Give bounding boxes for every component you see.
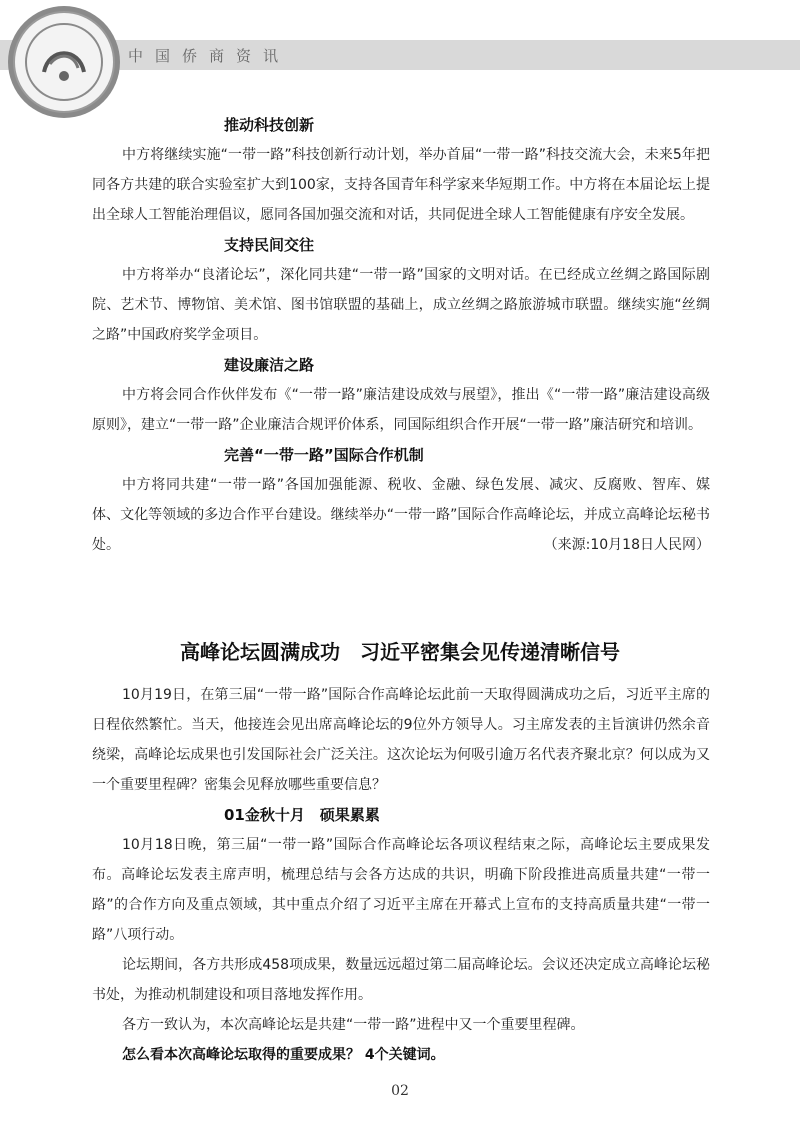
header-title: 中国侨商资讯 xyxy=(128,47,291,65)
article-body xyxy=(92,680,710,1070)
section-paragraph: 中方将继续实施“一带一路”科技创新行动计划，举办首届“一带一路”科技交流大会，未来5年把同各方共建的联合实验室扩大到100家，支持各国青年科学家来华短期工作。中方将在本届论坛上提出全球人工智能治理倡议，愿同各国加强交流和对话，共同促进全球人工智能健康有序安全发展。 xyxy=(92,147,710,223)
section-paragraph: 中方将同共建“一带一路”各国加强能源、税收、金融、绿色发展、减灾、反腐败、智库、媒体、文化等领域的多边合作平台建设。继续举办“一带一路”国际合作高峰论坛，并成立高峰论坛秘书处。 xyxy=(92,477,710,553)
section-heading: 建设廉洁之路 xyxy=(224,356,315,374)
source-note: （来源:10月18日人民网） xyxy=(543,537,710,553)
article-question: 怎么看本次高峰论坛取得的重要成果？ 4个关键词。 xyxy=(122,1047,445,1063)
article-paragraph: 论坛期间，各方共形成458项成果，数量远远超过第二届高峰论坛。会议还决定成立高峰论坛秘书处，为推动机制建设和项目落地发挥作用。 xyxy=(92,957,710,1003)
section-heading: 推动科技创新 xyxy=(224,116,315,134)
article-paragraph: 10月18日晚，第三届“一带一路”国际合作高峰论坛各项议程结束之际，高峰论坛主要成果发布。高峰论坛发表主席声明，梳理总结与会各方达成的共识，明确下阶段推进高质量共建“一带一路”的合作方向及重点领域，其中重点介绍了习近平主席在开幕式上宣布的支持高质量共建“一带一路”八项行动。 xyxy=(92,837,710,943)
article-paragraph: 各方一致认为，本次高峰论坛是共建“一带一路”进程中又一个重要里程碑。 xyxy=(122,1017,585,1033)
organization-logo xyxy=(4,2,124,122)
page-number: 02 xyxy=(391,1083,409,1099)
section-paragraph: 中方将举办“良渚论坛”，深化同共建“一带一路”国家的文明对话。在已经成立丝绸之路国际剧院、艺术节、博物馆、美术馆、图书馆联盟的基础上，成立丝绸之路旅游城市联盟。继续实施“丝绸之路”中国政府奖学金项目。 xyxy=(92,267,710,343)
content-top xyxy=(92,110,710,560)
article-subheading: 01金秋十月 硕果累累 xyxy=(224,806,380,824)
section-heading: 支持民间交往 xyxy=(224,236,315,254)
article-title: 高峰论坛圆满成功 习近平密集会见传递清晰信号 xyxy=(180,640,620,664)
article-intro: 10月19日，在第三届“一带一路”国际合作高峰论坛此前一天取得圆满成功之后，习近平主席的日程依然繁忙。当天，他接连会见出席高峰论坛的9位外方领导人。习主席发表的主旨演讲仍然余音绕梁，高峰论坛成果也引发国际社会广泛关注。这次论坛为何吸引逾万名代表齐聚北京？何以成为又一个重要里程碑？密集会见释放哪些重要信息？ xyxy=(92,687,710,793)
section-paragraph: 中方将会同合作伙伴发布《“一带一路”廉洁建设成效与展望》，推出《“一带一路”廉洁建设高级原则》，建立“一带一路”企业廉洁合规评价体系，同国际组织合作开展“一带一路”廉洁研究和培训。 xyxy=(92,387,710,433)
section-heading: 完善“一带一路”国际合作机制 xyxy=(224,446,424,464)
